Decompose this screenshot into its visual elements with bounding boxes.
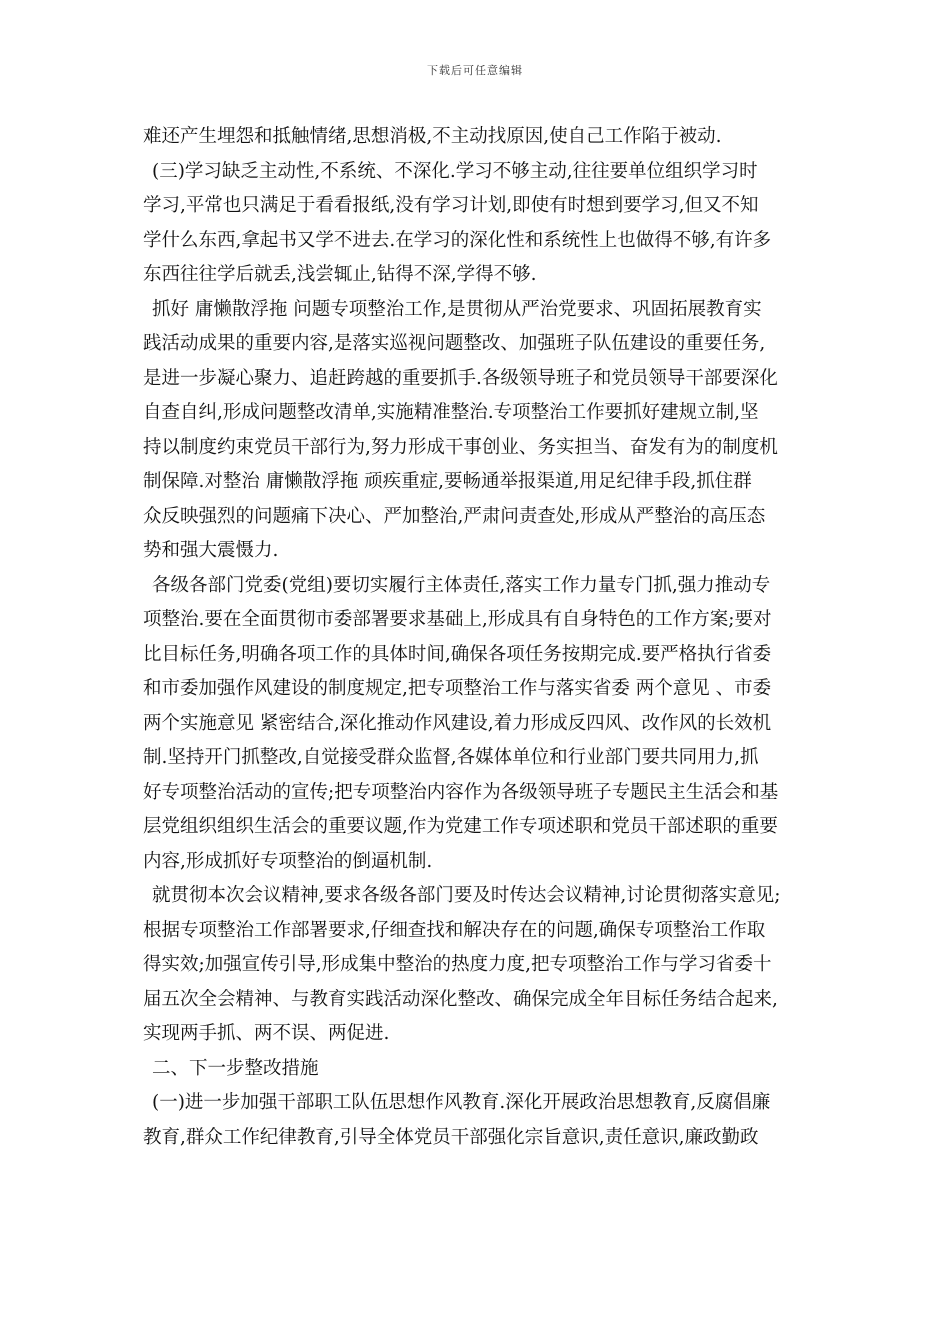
text-line: 学什么东西,拿起书又学不进去.在学习的深化性和系统性上也做得不够,有许多 bbox=[143, 229, 772, 251]
text-line: 项整治.要在全面贯彻市委部署要求基础上,形成具有自身特色的工作方案;要对 bbox=[143, 609, 772, 630]
text-line: 好专项整治活动的宣传;把专项整治内容作为各级领导班子专题民主生活会和基 bbox=[143, 781, 779, 803]
document-body bbox=[143, 120, 808, 1155]
text-line: 东西往往学后就丢,浅尝辄止,钻得不深,学得不够. bbox=[143, 264, 537, 285]
text-line: 就贯彻本次会议精神,要求各级各部门要及时传达会议精神,讨论贯彻落实意见; bbox=[152, 885, 781, 906]
text-line: 和市委加强作风建设的制度规定,把专项整治工作与落实省委 两个意见 、市委 bbox=[143, 678, 772, 699]
text-line: 得实效;加强宣传引导,形成集中整治的热度力度,把专项整治工作与学习省委十 bbox=[143, 954, 772, 975]
text-line: 比目标任务,明确各项工作的具体时间,确保各项任务按期完成.要严格执行省委 bbox=[143, 643, 772, 665]
text-line: (三)学习缺乏主动性,不系统、不深化.学习不够主动,往往要单位组织学习时 bbox=[152, 160, 758, 182]
text-line: 制.坚持开门抓整改,自觉接受群众监督,各媒体单位和行业部门要共同用力,抓 bbox=[143, 747, 759, 768]
text-line: 实现两手抓、两不误、两促进. bbox=[143, 1023, 390, 1044]
text-line: 自查自纠,形成问题整改清单,实施精准整治.专项整治工作要抓好建规立制,坚 bbox=[143, 402, 759, 423]
text-line: 持以制度约束党员干部行为,努力形成干事创业、务实担当、奋发有为的制度机 bbox=[143, 436, 778, 458]
text-line: 制保障.对整治 庸懒散浮拖 顽疾重症,要畅通举报渠道,用足纪律手段,抓住群 bbox=[143, 471, 752, 492]
text-line: 各级各部门党委(党组)要切实履行主体责任,落实工作力量专门抓,强力推动专 bbox=[152, 574, 771, 596]
text-line: 根据专项整治工作部署要求,仔细查找和解决存在的问题,确保专项整治工作取 bbox=[143, 919, 766, 941]
text-line: 两个实施意见 紧密结合,深化推动作风建设,着力形成反四风、改作风的长效机 bbox=[143, 712, 772, 734]
text-line: 难还产生埋怨和抵触情绪,思想消极,不主动找原因,使自己工作陷于被动. bbox=[143, 126, 722, 147]
text-line: 届五次全会精神、与教育实践活动深化整改、确保完成全年目标任务结合起来, bbox=[143, 988, 778, 1010]
text-line: 学习,平常也只满足于看看报纸,没有学习计划,即使有时想到要学习,但又不知 bbox=[143, 195, 759, 216]
text-line: 层党组织组织生活会的重要议题,作为党建工作专项述职和党员干部述职的重要 bbox=[143, 816, 778, 837]
text-line: 教育,群众工作纪律教育,引导全体党员干部强化宗旨意识,责任意识,廉政勤政 bbox=[143, 1126, 759, 1148]
text-line: (一)进一步加强干部职工队伍思想作风教育.深化开展政治思想教育,反腐倡廉 bbox=[152, 1092, 771, 1113]
text-line: 践活动成果的重要内容,是落实巡视问题整改、加强班子队伍建设的重要任务, bbox=[143, 333, 766, 354]
text-line: 二、下一步整改措施 bbox=[152, 1057, 319, 1079]
text-line: 是进一步凝心聚力、追赶跨越的重要抓手.各级领导班子和党员领导干部要深化 bbox=[143, 367, 778, 389]
text-line: 内容,形成抓好专项整治的倒逼机制. bbox=[143, 850, 433, 872]
page-header: 下载后可任意编辑 bbox=[427, 64, 523, 77]
text-line: 众反映强烈的问题痛下决心、严加整治,严肃问责查处,形成从严整治的高压态 bbox=[143, 505, 766, 527]
text-line: 抓好 庸懒散浮拖 问题专项整治工作,是贯彻从严治党要求、巩固拓展教育实 bbox=[152, 298, 762, 320]
text-line: 势和强大震慑力. bbox=[143, 540, 279, 561]
